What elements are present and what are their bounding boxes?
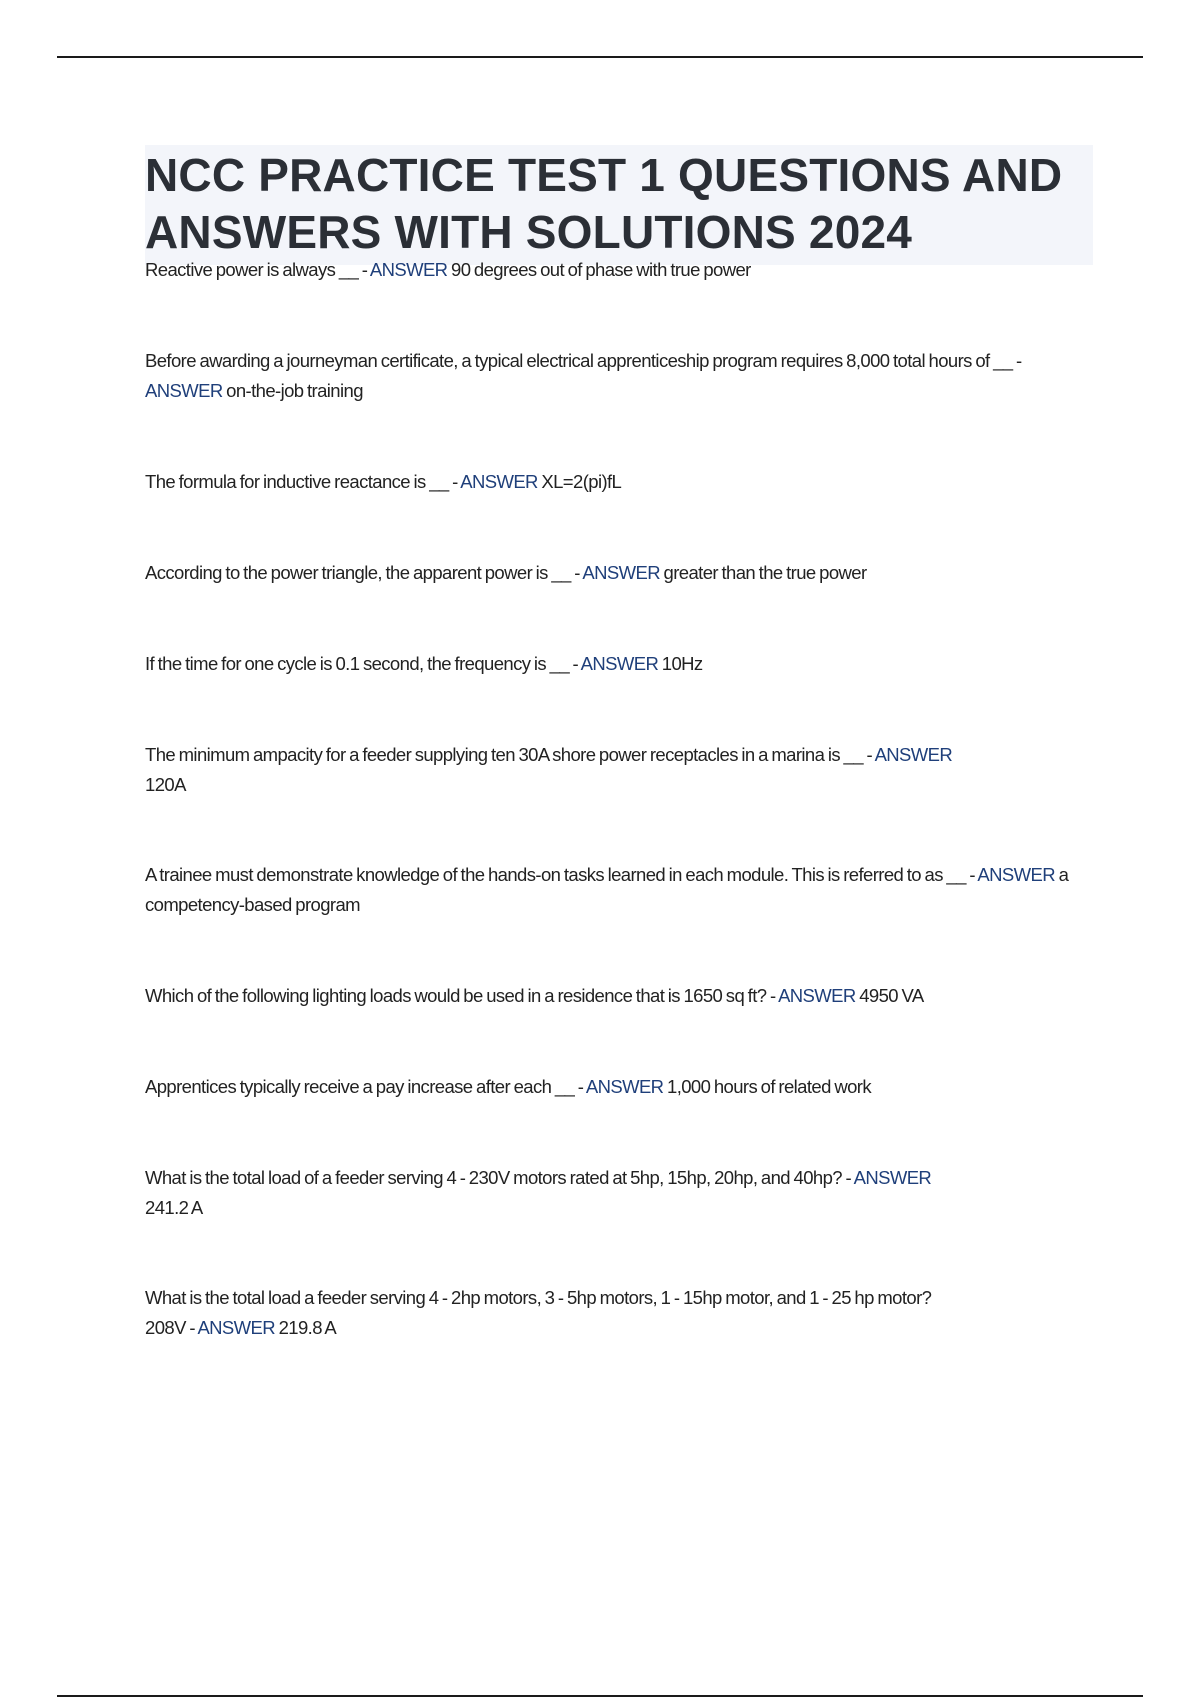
qa-item: [145, 558, 867, 588]
separator: -: [841, 1167, 854, 1188]
answer-text: greater than the true power: [663, 562, 867, 583]
question-text: If the time for one cycle is 0.1 second, the frequency is __: [145, 653, 570, 674]
separator: -: [570, 562, 583, 583]
qa-item: [145, 860, 1095, 920]
separator: -: [448, 471, 461, 492]
separator: -: [569, 653, 581, 674]
answer-text: 90 degrees out of phase with true power: [451, 259, 751, 280]
question-text: Before awarding a journeyman certificate, a typical electrical apprenticeship program requires 8,000 total hours of __: [145, 350, 1013, 371]
answer-label: ANSWER: [874, 744, 953, 765]
qa-item: [145, 1163, 975, 1223]
answer-label: ANSWER: [197, 1317, 276, 1338]
answer-label: ANSWER: [582, 562, 660, 583]
answer-text: 120A: [145, 774, 186, 795]
answer-text: on-the-job training: [226, 380, 363, 401]
qa-item: [145, 649, 703, 679]
separator: -: [358, 259, 370, 280]
question-text: The formula for inductive reactance is __: [145, 471, 449, 492]
answer-label: ANSWER: [369, 259, 448, 280]
question-text: Which of the following lighting loads would be used in a residence that is 1650 sq ft?: [145, 985, 767, 1006]
qa-item: [145, 740, 995, 800]
title-block: [145, 145, 1093, 265]
top-rule: [57, 56, 1143, 58]
answer-label: ANSWER: [585, 1076, 664, 1097]
answer-label: ANSWER: [853, 1167, 932, 1188]
separator: -: [965, 864, 978, 885]
answer-text: XL=2(pi)fL: [541, 471, 622, 492]
question-text: The minimum ampacity for a feeder supplying ten 30A shore power receptacles in a marina is __: [145, 744, 863, 765]
question-text: A trainee must demonstrate knowledge of the hands-on tasks learned in each module. This is referred to as __: [145, 864, 966, 885]
question-text: What is the total load of a feeder serving 4 - 230V motors rated at 5hp, 15hp, 20hp, and 40hp?: [145, 1167, 842, 1188]
qa-item: [145, 1283, 945, 1343]
bottom-rule: [57, 1695, 1143, 1697]
answer-label: ANSWER: [145, 380, 223, 401]
document-title: NCC PRACTICE TEST 1 QUESTIONS AND ANSWERS WITH SOLUTIONS 2024: [145, 149, 1063, 258]
qa-item: [145, 346, 1095, 406]
answer-text: 10Hz: [661, 653, 703, 674]
qa-item: [145, 981, 924, 1011]
question-text: Reactive power is always __: [145, 259, 359, 280]
separator: -: [766, 985, 779, 1006]
answer-label: ANSWER: [778, 985, 856, 1006]
qa-item: [145, 467, 621, 497]
qa-item: [145, 255, 865, 285]
answer-label: ANSWER: [977, 864, 1056, 885]
separator: -: [185, 1317, 198, 1338]
question-text: Apprentices typically receive a pay increase after each __: [145, 1076, 575, 1097]
question-text: According to the power triangle, the apparent power is __: [145, 562, 571, 583]
answer-label: ANSWER: [580, 653, 659, 674]
answer-text: 241.2 A: [145, 1197, 203, 1218]
answer-text: a competency-based program: [145, 864, 1069, 915]
answer-text: 1,000 hours of related work: [667, 1076, 871, 1097]
answer-text: 219.8 A: [278, 1317, 337, 1338]
separator: -: [862, 744, 875, 765]
question-text: What is the total load a feeder serving 4 - 2hp motors, 3 - 5hp motors, 1 - 15hp motor, and 1 - 25 hp motor? 208V: [145, 1287, 932, 1338]
separator: -: [1012, 350, 1022, 371]
qa-item: [145, 1072, 871, 1102]
separator: -: [574, 1076, 586, 1097]
answer-text: 4950 VA: [859, 985, 924, 1006]
answer-label: ANSWER: [460, 471, 538, 492]
